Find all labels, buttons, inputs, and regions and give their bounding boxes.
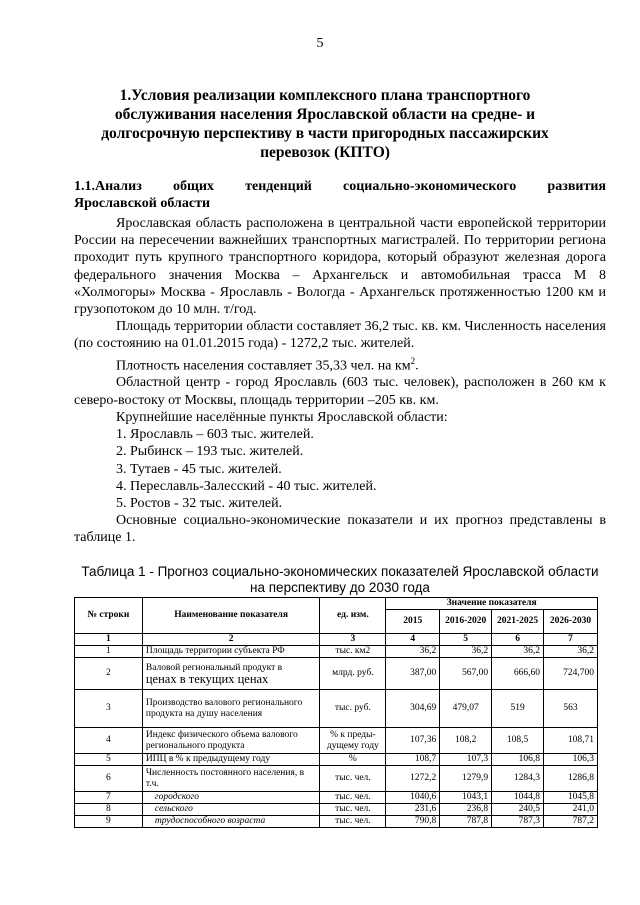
list-item: 1. Ярославль – 603 тыс. жителей. [116, 427, 314, 443]
col-number: 1 [75, 634, 143, 646]
table-row: 6 Численность постоянного населения, в т.ч. тыс. чел. 1272,2 1279,9 1284,3 1286,8 [75, 766, 598, 792]
subheading-word: 1.1.Анализ [74, 179, 142, 194]
header-year: 2026-2030 [544, 610, 598, 634]
list-item: 3. Тутаев - 45 тыс. жителей. [116, 461, 282, 477]
body-text [74, 215, 606, 547]
header-row-num: № строки [75, 598, 143, 634]
forecast-table [74, 597, 598, 828]
header-name: Наименование показателя [142, 598, 320, 634]
table-row: 5 ИПЦ в % к предыдущему году % 108,7 107,3 106,8 106,3 [75, 754, 598, 766]
table-caption: Таблица 1 - Прогноз социально-экономических показателей Ярославской области на перспективу до 2030 года [81, 564, 599, 595]
subheading-line2: Ярославской области [74, 196, 211, 211]
col-number: 7 [544, 634, 598, 646]
list-item: 4. Переславль-Залесский - 40 тыс. жителей. [116, 478, 377, 494]
paragraph-area: Площадь территории области составляет 36,2 тыс. кв. км. Численность населения (по состоянию на 01.01.2015 года) - 1272,2 тыс. жителей. [74, 319, 606, 352]
header-unit: ед. изм. [320, 598, 386, 634]
header-year: 2016-2020 [440, 610, 492, 634]
paragraph-table-ref: Основные социально-экономические показатели и их прогноз представлены в таблице 1. [74, 513, 606, 546]
header-year: 2015 [386, 610, 440, 634]
col-number: 6 [492, 634, 544, 646]
col-number: 5 [440, 634, 492, 646]
section-heading: 1.Условия реализации комплексного плана транспортного обслуживания населения Ярославской области на средне- и долгосрочную перспективу в части пригородных пассажирских перевозок (КПТО) [101, 87, 549, 161]
header-year: 2021-2025 [492, 610, 544, 634]
col-number: 2 [142, 634, 320, 646]
table-row: 9 трудоспособного возраста тыс. чел. 790,8 787,8 787,3 787,2 [75, 816, 598, 828]
list-item: 5. Ростов - 32 тыс. жителей. [116, 495, 283, 511]
table-row: 7 городского тыс. чел. 1040,6 1043,1 1044,8 1045,8 [75, 792, 598, 804]
page-number: 5 [316, 36, 324, 51]
subheading-word: тенденций [245, 179, 312, 194]
paragraph-density: Плотность населения составляет 35,33 чел. на $км^2$. [116, 355, 419, 374]
table-row: 8 сельского тыс. чел. 231,6 236,8 240,5 241,0 [75, 804, 598, 816]
col-number: 4 [386, 634, 440, 646]
table-row: 3 Производство валового регионального продукта на душу населения тыс. руб. 304,69 479,07 519 563 [75, 690, 598, 728]
subheading-word: развития [547, 179, 606, 194]
subheading-word: социально-экономического [343, 179, 517, 194]
table-row: 1 Площадь территории субъекта РФ тыс. км2 36,2 36,2 36,2 36,2 [75, 646, 598, 658]
subheading-word: общих [173, 179, 214, 194]
header-value-group: Значение показателя [386, 598, 598, 610]
table-row: 2 Валовой региональный продукт в ценах в текущих ценах млрд. руб. 387,00 567,00 666,60 724,700 [75, 658, 598, 690]
table-row: 4 Индекс физического объема валового регионального продукта % к преды-дущему году 107,36 108,2 108,5 108,71 [75, 728, 598, 754]
list-item: 2. Рыбинск – 193 тыс. жителей. [116, 444, 304, 460]
paragraph-location: Ярославская область расположена в центральной части европейской территории России на пересечении важнейших транспортных магистралей. По территории региона проходит путь крупного транспортного коридора, который образуют железная дорога федерального значения Москва – Архангельск и автомобильная трасса М 8 «Холмогоры» Москва - Ярославль - Вологда - Архангельск протяженностью 1200 км и грузопотоком до 10 млн. т/год. [74, 216, 606, 318]
paragraph-cities-intro: Крупнейшие населённые пункты Ярославской области: [116, 409, 448, 425]
paragraph-center: Областной центр - город Ярославль (603 тыс. человек), расположен в 260 км к северо-востоку от Москвы, площадь территории –205 кв. км. [74, 375, 606, 408]
col-number: 3 [320, 634, 386, 646]
subsection-heading [74, 178, 606, 212]
